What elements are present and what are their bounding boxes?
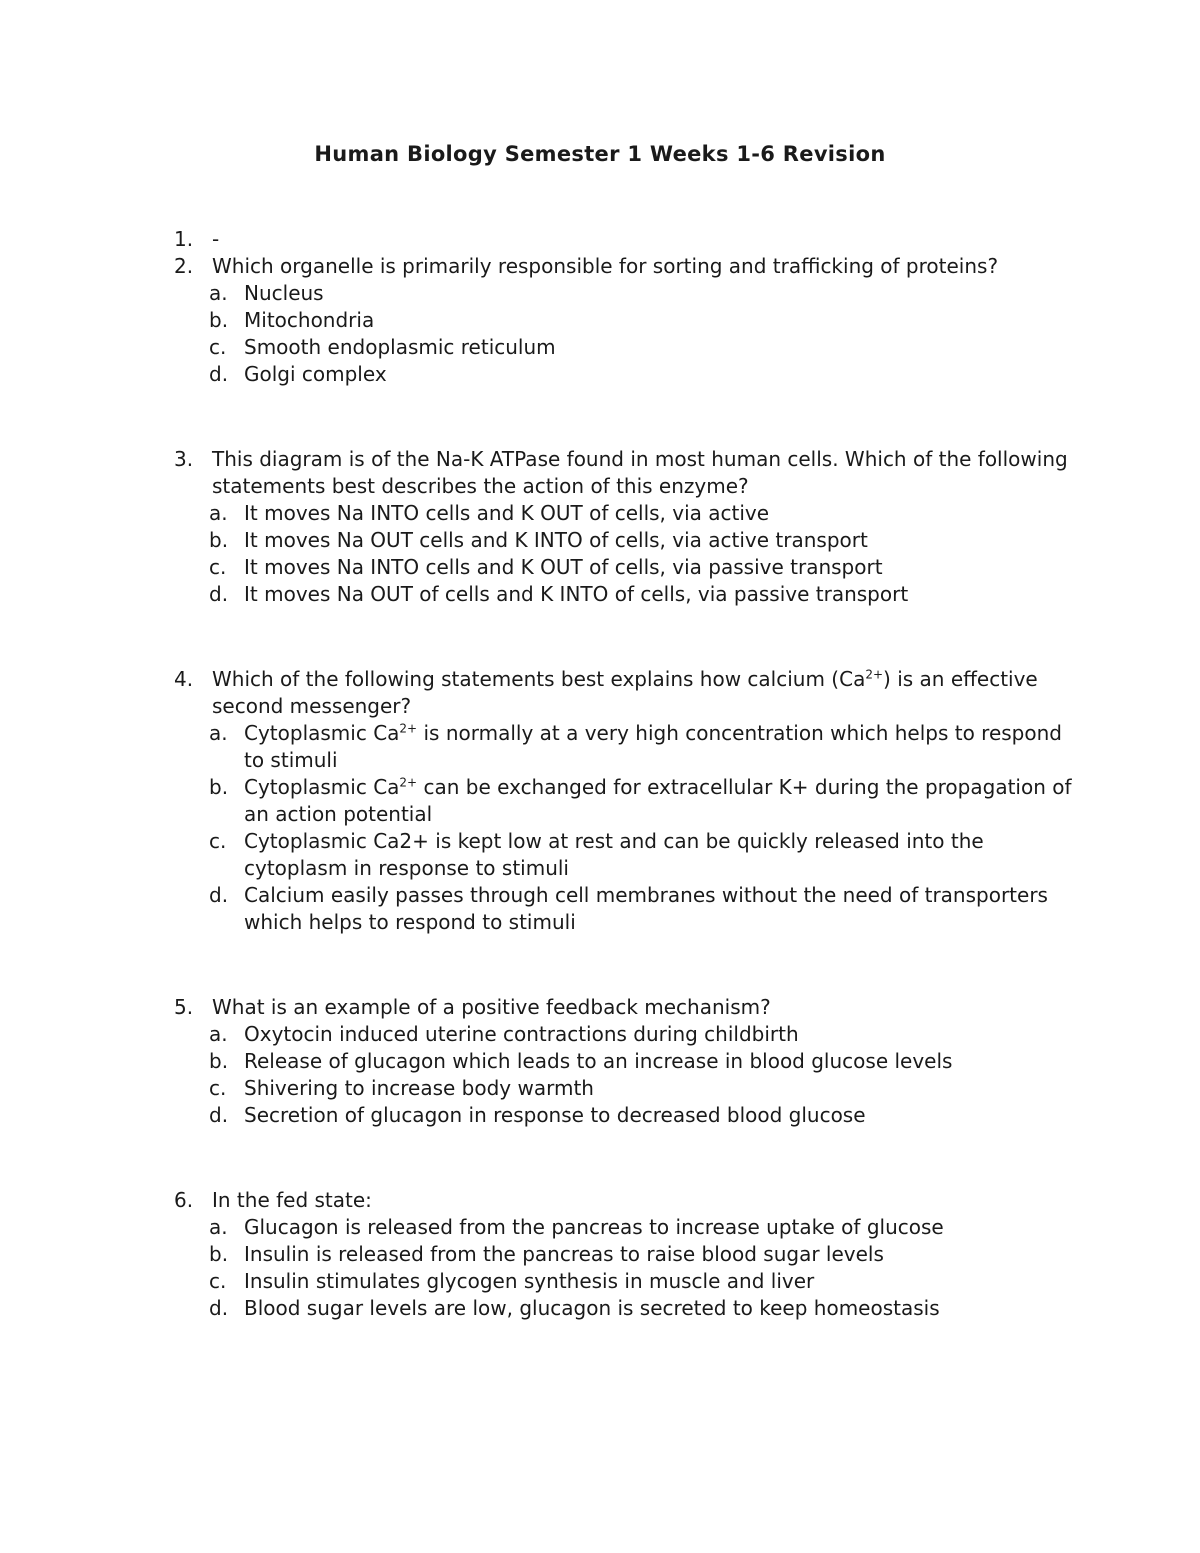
spacer: [174, 608, 1074, 666]
option-text: It moves Na OUT of cells and K INTO of cells, via passive transport: [244, 582, 909, 606]
superscript: 2+: [399, 775, 418, 790]
question-number: 3.: [174, 447, 194, 471]
option-letter: c.: [209, 1269, 227, 1293]
option-text: It moves Na INTO cells and K OUT of cells, via active: [244, 501, 770, 525]
option-letter: b.: [209, 528, 229, 552]
answer-option: [174, 720, 1074, 774]
answer-option: [174, 334, 1074, 361]
question-text: What is an example of a positive feedback mechanism?: [212, 995, 771, 1019]
option-letter: d.: [209, 883, 229, 907]
superscript: 2+: [865, 667, 884, 682]
answer-option: [174, 500, 1074, 527]
question-number: 5.: [174, 995, 194, 1019]
answer-options: [174, 1021, 1074, 1129]
option-text: Smooth endoplasmic reticulum: [244, 335, 556, 359]
option-text: Oxytocin induced uterine contractions during childbirth: [244, 1022, 799, 1046]
question-number: 2.: [174, 254, 194, 278]
spacer: [174, 936, 1074, 994]
spacer: [174, 1129, 1074, 1187]
answer-options: [174, 720, 1074, 936]
question-text: This diagram is of the Na-K ATPase found in most human cells. Which of the following statements best describes the action of this enzyme?: [212, 447, 1068, 498]
question-text: Which organelle is primarily responsible for sorting and trafficking of proteins?: [212, 254, 999, 278]
option-text: Release of glucagon which leads to an increase in blood glucose levels: [244, 1049, 953, 1073]
option-letter: c.: [209, 555, 227, 579]
option-text: Insulin is released from the pancreas to raise blood sugar levels: [244, 1242, 884, 1266]
question-number: 6.: [174, 1188, 194, 1212]
answer-options: [174, 500, 1074, 608]
question-text-part: ) is an effective second messenger?: [212, 667, 1038, 718]
document-title: Human Biology Semester 1 Weeks 1-6 Revision: [314, 142, 886, 166]
question-4: [174, 666, 1074, 720]
question-3: [174, 446, 1074, 500]
answer-options: [174, 1214, 1074, 1322]
answer-options: [174, 280, 1074, 388]
option-text: can be exchanged for extracellular K+ during the propagation of an action potential: [244, 775, 1072, 826]
answer-option: [174, 307, 1074, 334]
answer-option: [174, 1268, 1074, 1295]
option-text: Shivering to increase body warmth: [244, 1076, 594, 1100]
answer-option: [174, 774, 1074, 828]
question-list: [174, 226, 1074, 1322]
option-text: Blood sugar levels are low, glucagon is secreted to keep homeostasis: [244, 1296, 940, 1320]
option-text: Nucleus: [244, 281, 324, 305]
answer-option: [174, 1214, 1074, 1241]
answer-option: [174, 828, 1074, 882]
superscript: 2+: [399, 721, 418, 736]
answer-option: [174, 361, 1074, 388]
option-text: Cytoplasmic Ca: [244, 721, 400, 745]
answer-option: [174, 527, 1074, 554]
option-text: Golgi complex: [244, 362, 387, 386]
option-letter: d.: [209, 582, 229, 606]
option-letter: a.: [209, 1022, 228, 1046]
answer-option: [174, 280, 1074, 307]
answer-option: [174, 554, 1074, 581]
question-5: [174, 994, 1074, 1021]
option-letter: b.: [209, 775, 229, 799]
option-text: Glucagon is released from the pancreas to increase uptake of glucose: [244, 1215, 944, 1239]
option-letter: d.: [209, 1103, 229, 1127]
option-text: Cytoplasmic Ca: [244, 775, 400, 799]
option-letter: c.: [209, 1076, 227, 1100]
option-letter: d.: [209, 362, 229, 386]
question-text: -: [212, 227, 220, 251]
answer-option: [174, 1102, 1074, 1129]
option-letter: a.: [209, 501, 228, 525]
option-letter: d.: [209, 1296, 229, 1320]
answer-option: [174, 1295, 1074, 1322]
answer-option: [174, 1048, 1074, 1075]
answer-option: [174, 1241, 1074, 1268]
spacer: [174, 388, 1074, 446]
option-text: is normally at a very high concentration which helps to respond to stimuli: [244, 721, 1062, 772]
option-letter: a.: [209, 281, 228, 305]
answer-option: [174, 882, 1074, 936]
option-letter: a.: [209, 721, 228, 745]
option-letter: c.: [209, 335, 227, 359]
question-6: [174, 1187, 1074, 1214]
option-letter: b.: [209, 308, 229, 332]
option-text: It moves Na INTO cells and K OUT of cells, via passive transport: [244, 555, 883, 579]
question-text-part: Which of the following statements best explains how calcium (Ca: [212, 667, 866, 691]
question-number: 4.: [174, 667, 194, 691]
question-1: [174, 226, 1074, 253]
question-text: In the fed state:: [212, 1188, 372, 1212]
option-letter: b.: [209, 1242, 229, 1266]
option-text: Calcium easily passes through cell membranes without the need of transporters which helps to respond to stimuli: [244, 883, 1048, 934]
question-number: 1.: [174, 227, 194, 251]
option-text: Secretion of glucagon in response to decreased blood glucose: [244, 1103, 866, 1127]
question-text: [212, 666, 1074, 720]
question-2: [174, 253, 1074, 280]
option-text: It moves Na OUT cells and K INTO of cells, via active transport: [244, 528, 868, 552]
option-letter: c.: [209, 829, 227, 853]
option-text: Mitochondria: [244, 308, 375, 332]
answer-option: [174, 1021, 1074, 1048]
answer-option: [174, 581, 1074, 608]
option-letter: a.: [209, 1215, 228, 1239]
option-text: Insulin stimulates glycogen synthesis in muscle and liver: [244, 1269, 815, 1293]
option-text: Cytoplasmic Ca2+ is kept low at rest and can be quickly released into the cytoplasm in response to stimuli: [244, 829, 984, 880]
option-letter: b.: [209, 1049, 229, 1073]
answer-option: [174, 1075, 1074, 1102]
